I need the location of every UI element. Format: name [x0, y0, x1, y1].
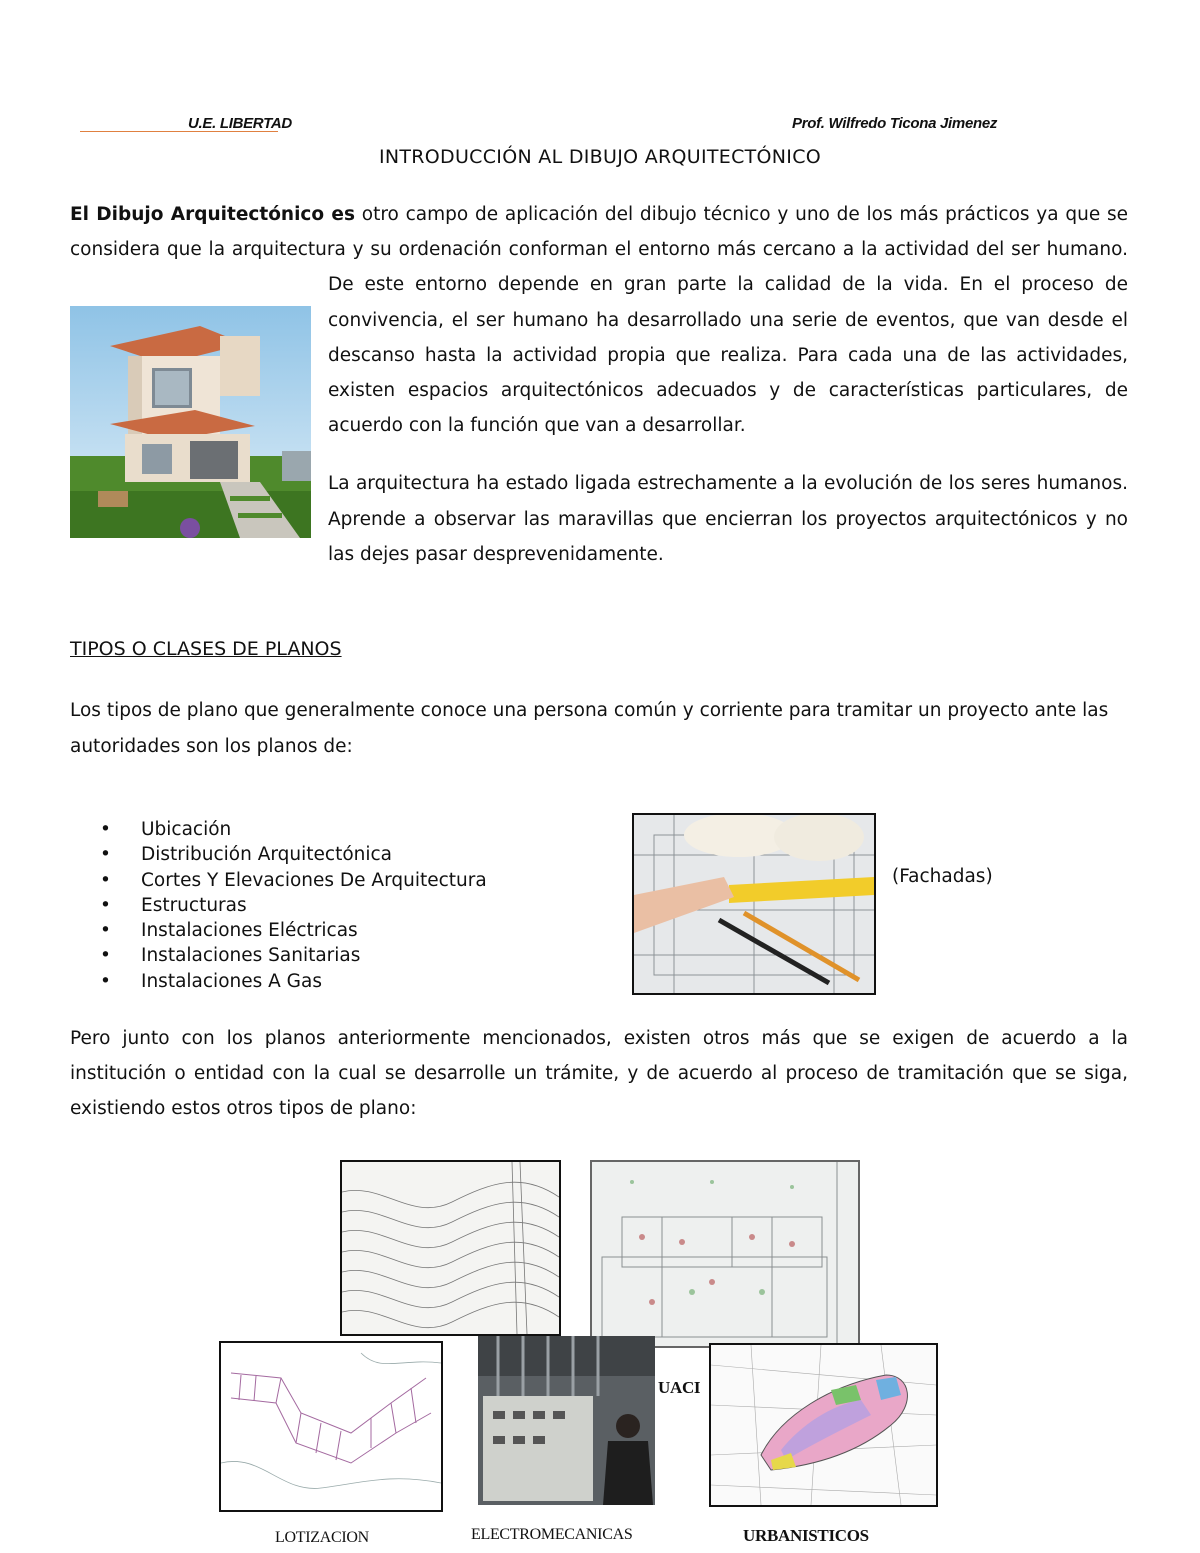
intro-paragraph — [70, 197, 1128, 443]
plan-types-list — [100, 817, 487, 994]
partial-label: UACI — [658, 1378, 701, 1397]
list-item: • Instalaciones Sanitarias — [100, 943, 487, 968]
header-teacher: Prof. Wilfredo Ticona Jimenez — [792, 115, 998, 132]
types-intro: Los tipos de plano que generalmente conoce una persona común y corriente para tramitar un proyecto ante las autoridades son los planos de: — [70, 700, 1109, 757]
header-school: U.E. LIBERTAD — [188, 115, 292, 132]
other-types-paragraph: Pero junto con los planos anteriormente mencionados, existen otros más que se exigen de acuerdo a la institución o entidad con la cual se desarrolle un trámite, y de acuerdo al proceso de tramitación que se siga, existiendo estos otros tipos de plano: — [70, 1028, 1128, 1120]
blueprint-image — [632, 813, 876, 995]
lotizacion-label: LOTIZACION — [275, 1529, 369, 1546]
intro-paragraph-2: La arquitectura ha estado ligada estrechamente a la evolución de los seres humanos. Aprende a observar las maravillas que encierran los proyectos arquitectónicos y no las dejes pasar desprevenidamente. — [328, 473, 1128, 565]
list-item: • Ubicación — [100, 817, 487, 842]
fachadas-note: (Fachadas) — [892, 866, 993, 887]
page-title: INTRODUCCIÓN AL DIBUJO ARQUITECTÓNICO — [378, 146, 822, 168]
list-item: • Cortes Y Elevaciones De Arquitectura — [100, 868, 487, 893]
house-image — [70, 306, 311, 538]
list-item: • Estructuras — [100, 893, 487, 918]
list-item: • Instalaciones A Gas — [100, 969, 487, 994]
urbanisticos-label: URBANISTICOS — [743, 1526, 869, 1545]
electromecanicas-image — [478, 1336, 655, 1505]
section-heading: TIPOS O CLASES DE PLANOS — [70, 638, 342, 660]
list-item: • Instalaciones Eléctricas — [100, 918, 487, 943]
intro-bold-lead: El Dibujo Arquitectónico es — [70, 204, 355, 225]
lotizacion-image — [219, 1341, 443, 1512]
electromecanicas-label: ELECTROMECANICAS — [471, 1526, 633, 1543]
urbanisticos-image — [709, 1343, 938, 1507]
floorplan-image — [590, 1160, 860, 1348]
intro-section — [70, 197, 1128, 572]
list-item: • Distribución Arquitectónica — [100, 842, 487, 867]
intro-text: otro campo de aplicación del dibujo técnico y uno de los más prácticos ya que se considera que la arquitectura y su ordenación conforman el entorno más cercano a la actividad del ser humano. De este entorno depende en gran parte la calidad de la vida. En el proceso de convivencia, el ser humano ha desarrollado una serie de eventos, que van desde el descanso hasta la actividad propia que realiza. Para cada una de las actividades, existen espacios arquitectónicos adecuados y de características particulares, de acuerdo con la función que van a desarrollar. — [70, 204, 1128, 437]
topography-image — [340, 1160, 561, 1336]
